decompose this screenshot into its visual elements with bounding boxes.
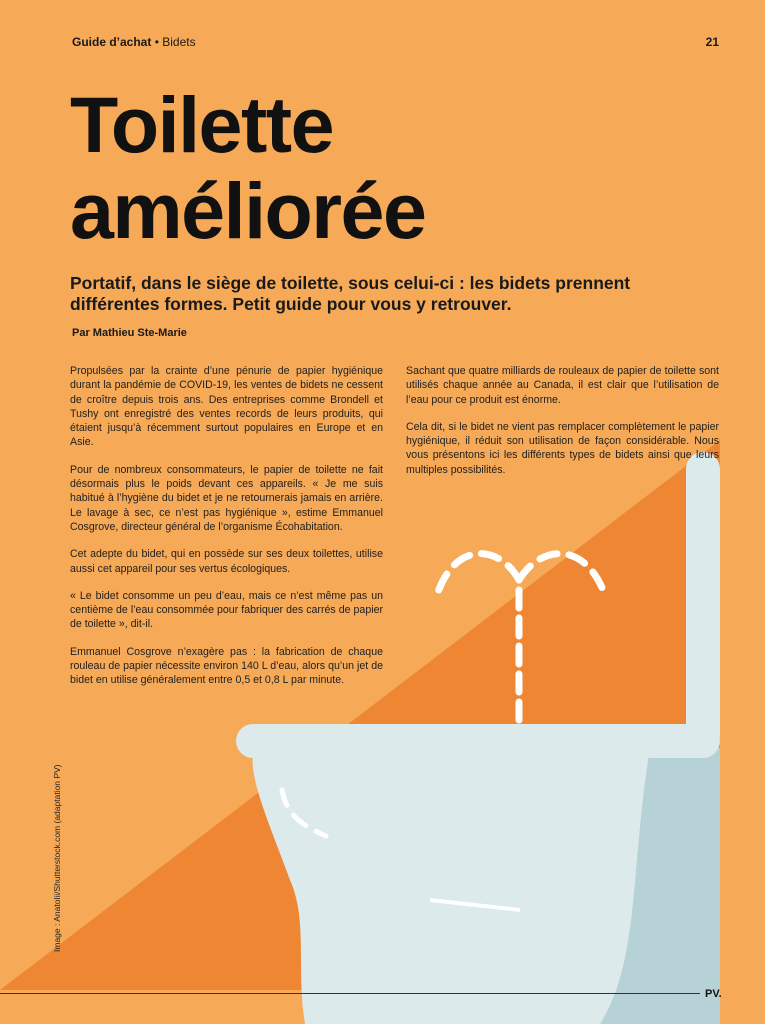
paragraph: Cet adepte du bidet, qui en possède sur ses deux toilettes, utilise aussi cet appareil pour ses vertus écologiques. (70, 548, 383, 575)
byline: Par Mathieu Ste-Marie (72, 327, 187, 339)
publication-logo: PV. (705, 988, 722, 1000)
title-line-1: Toilette (70, 80, 334, 169)
paragraph: Pour de nombreux consommateurs, le papier de toilette ne fait désormais plus le poids devant ces appareils. « Je me suis habitué à l’hygiène du bidet et je ne retournerais jamais en arrière. Le lavage à sec, ce n’est pas hygiénique », estime Emmanuel Cosgrove, directeur général de l’organisme Écohabitation. (70, 463, 383, 533)
running-header (72, 35, 196, 49)
paragraph: Emmanuel Cosgrove n’exagère pas : la fabrication de chaque rouleau de papier nécessite environ 140 L d’eau, alors qu’un jet de bidet en utilise généralement entre 0,5 et 0,8 L par minute. (70, 645, 383, 687)
title-line-2: améliorée (70, 166, 426, 255)
page-number: 21 (705, 35, 719, 49)
paragraph: Propulsées par la crainte d’une pénurie de papier hygiénique durant la pandémie de COVID-19, les ventes de bidets ne cessent de croître depuis trois ans. Des entreprises comme Brondell et Tushy ont enregistré des ventes records de leurs produits, qui étaient jusqu’à récemment surtout populaires en Europe et en Asie. (70, 365, 383, 449)
section-label: Guide d’achat (72, 35, 152, 49)
toilet-seat (236, 724, 720, 758)
toilet-tank (686, 452, 720, 752)
deck-subtitle: Portatif, dans le siège de toilette, sous celui-ci : les bidets prennent différentes formes. Petit guide pour vous y retrouver. (70, 273, 631, 314)
topic-label: Bidets (162, 35, 196, 49)
paragraph: « Le bidet consomme un peu d’eau, mais ce n’est même pas un centième de l’eau consommée pour fabriquer des carrés de papier de toilette », dit-il. (70, 589, 383, 631)
image-credit: Image : Anatolii/Shutterstock.com (adaptation PV) (52, 764, 62, 952)
paragraph: Cela dit, si le bidet ne vient pas remplacer complètement le papier hygiénique, il réduit son utilisation de façon considérable. Nous vous présentons ici les différents types de bidets ainsi que leurs multiples possibilités. (406, 420, 719, 476)
header-separator: • (151, 35, 163, 49)
footer-rule (0, 993, 700, 994)
article-column-1 (70, 364, 383, 701)
article-column-2 (406, 364, 719, 490)
paragraph: Sachant que quatre milliards de rouleaux de papier de toilette sont utilisés chaque année au Canada, il est clair que l’utilisation de l’eau pour ce produit est énorme. (406, 365, 719, 406)
page-title (70, 82, 750, 254)
